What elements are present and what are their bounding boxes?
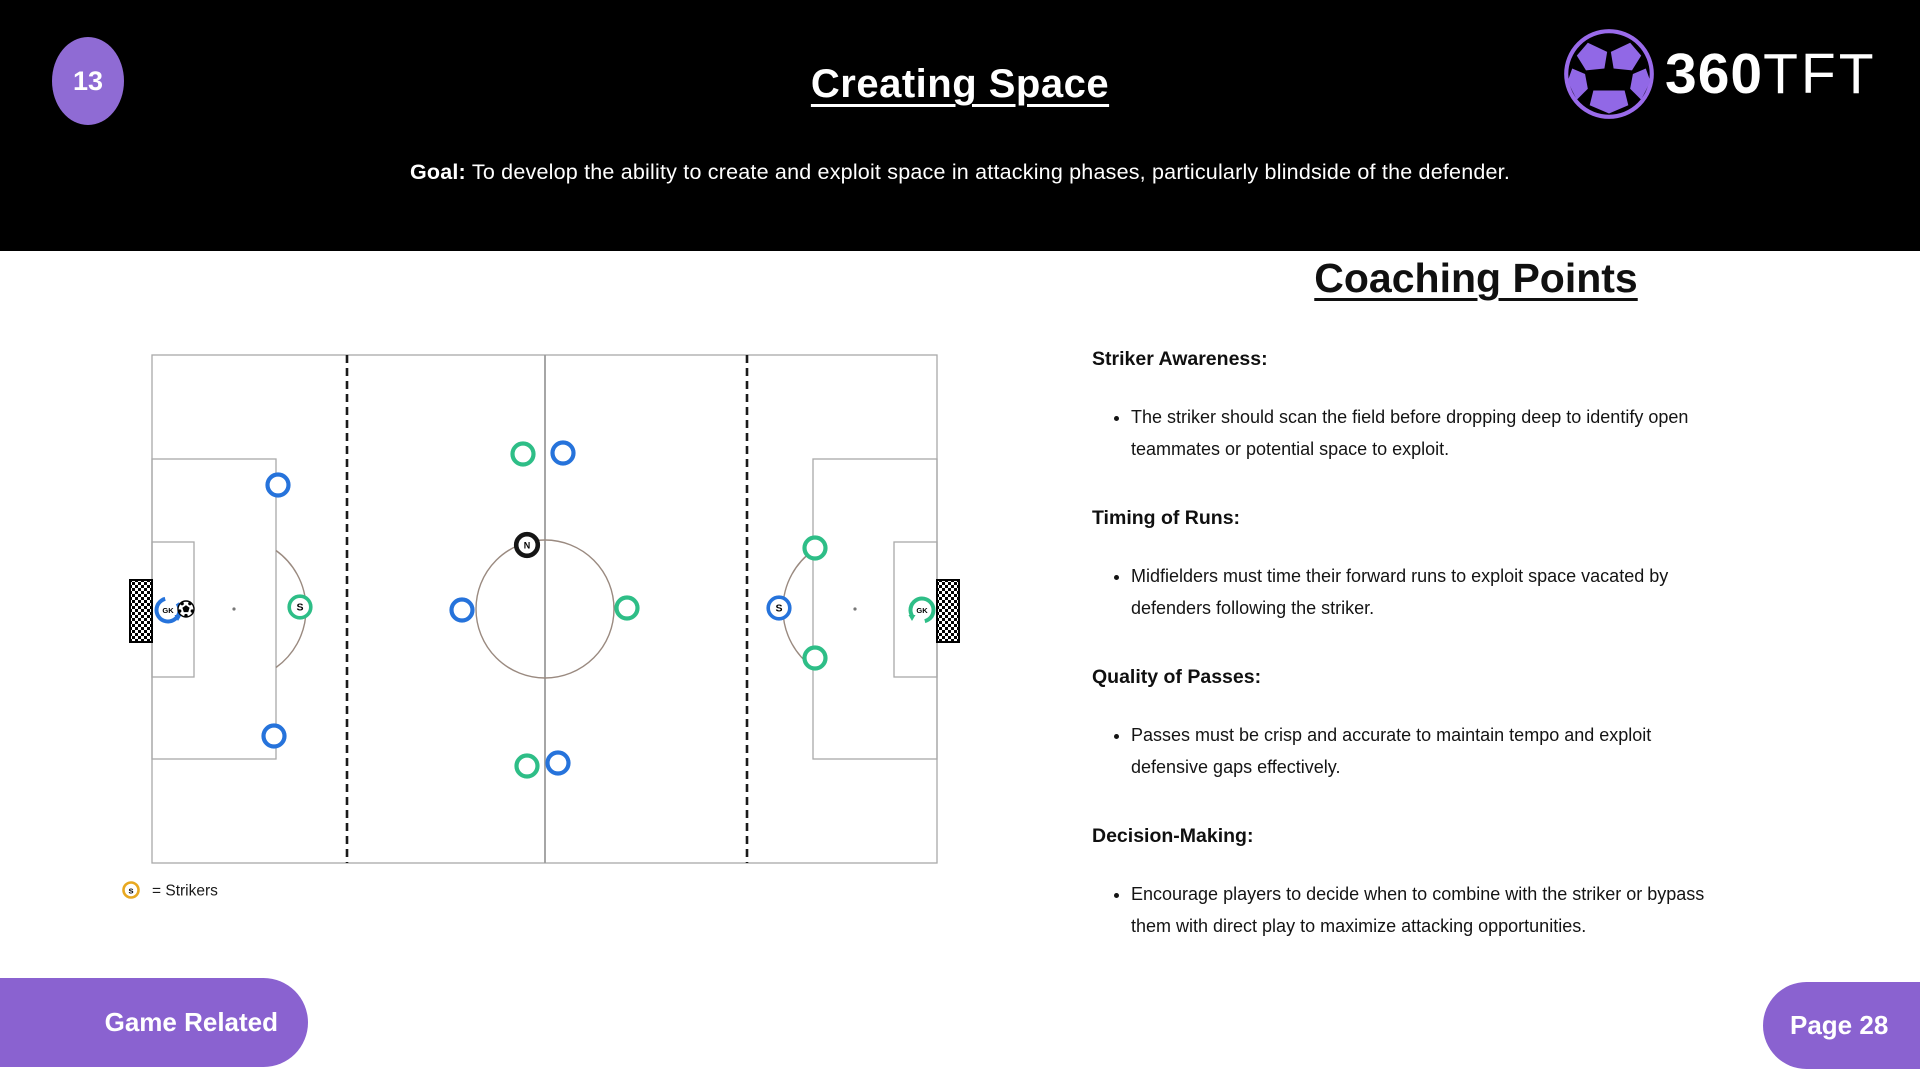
blue-labeled-player-marker <box>768 597 790 619</box>
bullet-item <box>1131 560 1862 624</box>
page-title: Creating Space <box>810 62 1110 106</box>
striker-legend-symbol: s <box>128 885 134 897</box>
left-goal <box>130 580 152 642</box>
section-heading-timing-of-runs: Timing of Runs: <box>1092 507 1241 529</box>
coaching-points-panel <box>1090 255 1862 942</box>
bullet-line: • The striker should scan the field before dropping deep to identify open <box>1131 407 1689 427</box>
header-band <box>0 0 1920 251</box>
page-number-pill-label: Page 28 <box>1790 1010 1889 1040</box>
bullet-line: • Midfielders must time their forward runs to exploit space vacated by <box>1131 566 1669 586</box>
soccer-ball-logo-icon <box>1563 28 1655 120</box>
page-number-text: 13 <box>72 65 104 96</box>
green-player-marker <box>805 648 826 669</box>
green-labeled-player-marker <box>289 596 311 618</box>
goal-label: Goal: <box>409 160 466 184</box>
section-heading-quality-of-passes: Quality of Passes: <box>1092 666 1262 688</box>
bullet-list <box>1090 719 1862 783</box>
section-heading-decision-making: Decision-Making: <box>1092 825 1254 847</box>
pitch-diagram <box>120 345 970 920</box>
category-pill <box>0 978 308 1067</box>
blue-player-marker <box>548 753 569 774</box>
bullet-line: • Passes must be crisp and accurate to maintain tempo and exploit <box>1131 725 1652 745</box>
svg-text:N: N <box>523 540 531 551</box>
green-player-marker <box>517 756 538 777</box>
goal-text: To develop the ability to create and exploit space in attacking phases, particularly blindside of the defender. <box>471 160 1511 184</box>
svg-text:GK: GK <box>162 606 174 615</box>
green-goalkeeper-marker <box>906 594 938 626</box>
bullet-list <box>1090 401 1862 465</box>
bullet-item <box>1131 401 1862 465</box>
right-goal <box>937 580 959 642</box>
bullet-line: • Encourage players to decide when to combine with the striker or bypass <box>1131 884 1705 904</box>
bullet-line: defenders following the striker. <box>1131 598 1375 618</box>
brand-logo-text <box>1665 28 1877 120</box>
legend <box>124 883 219 900</box>
bullet-line: them with direct play to maximize attacking opportunities. <box>1131 916 1587 936</box>
blue-player-marker <box>452 600 473 621</box>
blue-player-marker <box>264 726 285 747</box>
blue-player-marker <box>268 475 289 496</box>
category-pill-label: Game Related <box>104 1007 278 1037</box>
bullet-item <box>1131 719 1862 783</box>
neutral-player-marker <box>516 534 538 556</box>
green-player-marker <box>805 538 826 559</box>
striker-legend-text: = Strikers <box>152 882 218 900</box>
brand-logo-360: 360 <box>1665 42 1764 106</box>
green-player-marker <box>617 598 638 619</box>
svg-text:S: S <box>296 601 304 614</box>
bullet-item <box>1131 878 1862 942</box>
section-heading-striker-awareness: Striker Awareness: <box>1092 348 1268 370</box>
svg-text:S: S <box>775 602 783 615</box>
bullet-line: teammates or potential space to exploit. <box>1131 439 1450 459</box>
left-penalty-spot <box>232 607 235 610</box>
soccer-ball-icon <box>178 601 194 617</box>
brand-logo-tft: TFT <box>1763 42 1877 106</box>
bullet-line: defensive gaps effectively. <box>1131 757 1341 777</box>
svg-text:GK: GK <box>916 606 928 615</box>
blue-player-marker <box>553 443 574 464</box>
bullet-list <box>1090 878 1862 942</box>
goal-statement <box>0 160 1920 185</box>
page-number-pill <box>1763 982 1920 1069</box>
brand-logo <box>1563 28 1877 120</box>
bullet-list <box>1090 560 1862 624</box>
green-player-marker <box>513 444 534 465</box>
right-penalty-spot <box>853 607 856 610</box>
coaching-points-heading: Coaching Points <box>1314 255 1638 301</box>
